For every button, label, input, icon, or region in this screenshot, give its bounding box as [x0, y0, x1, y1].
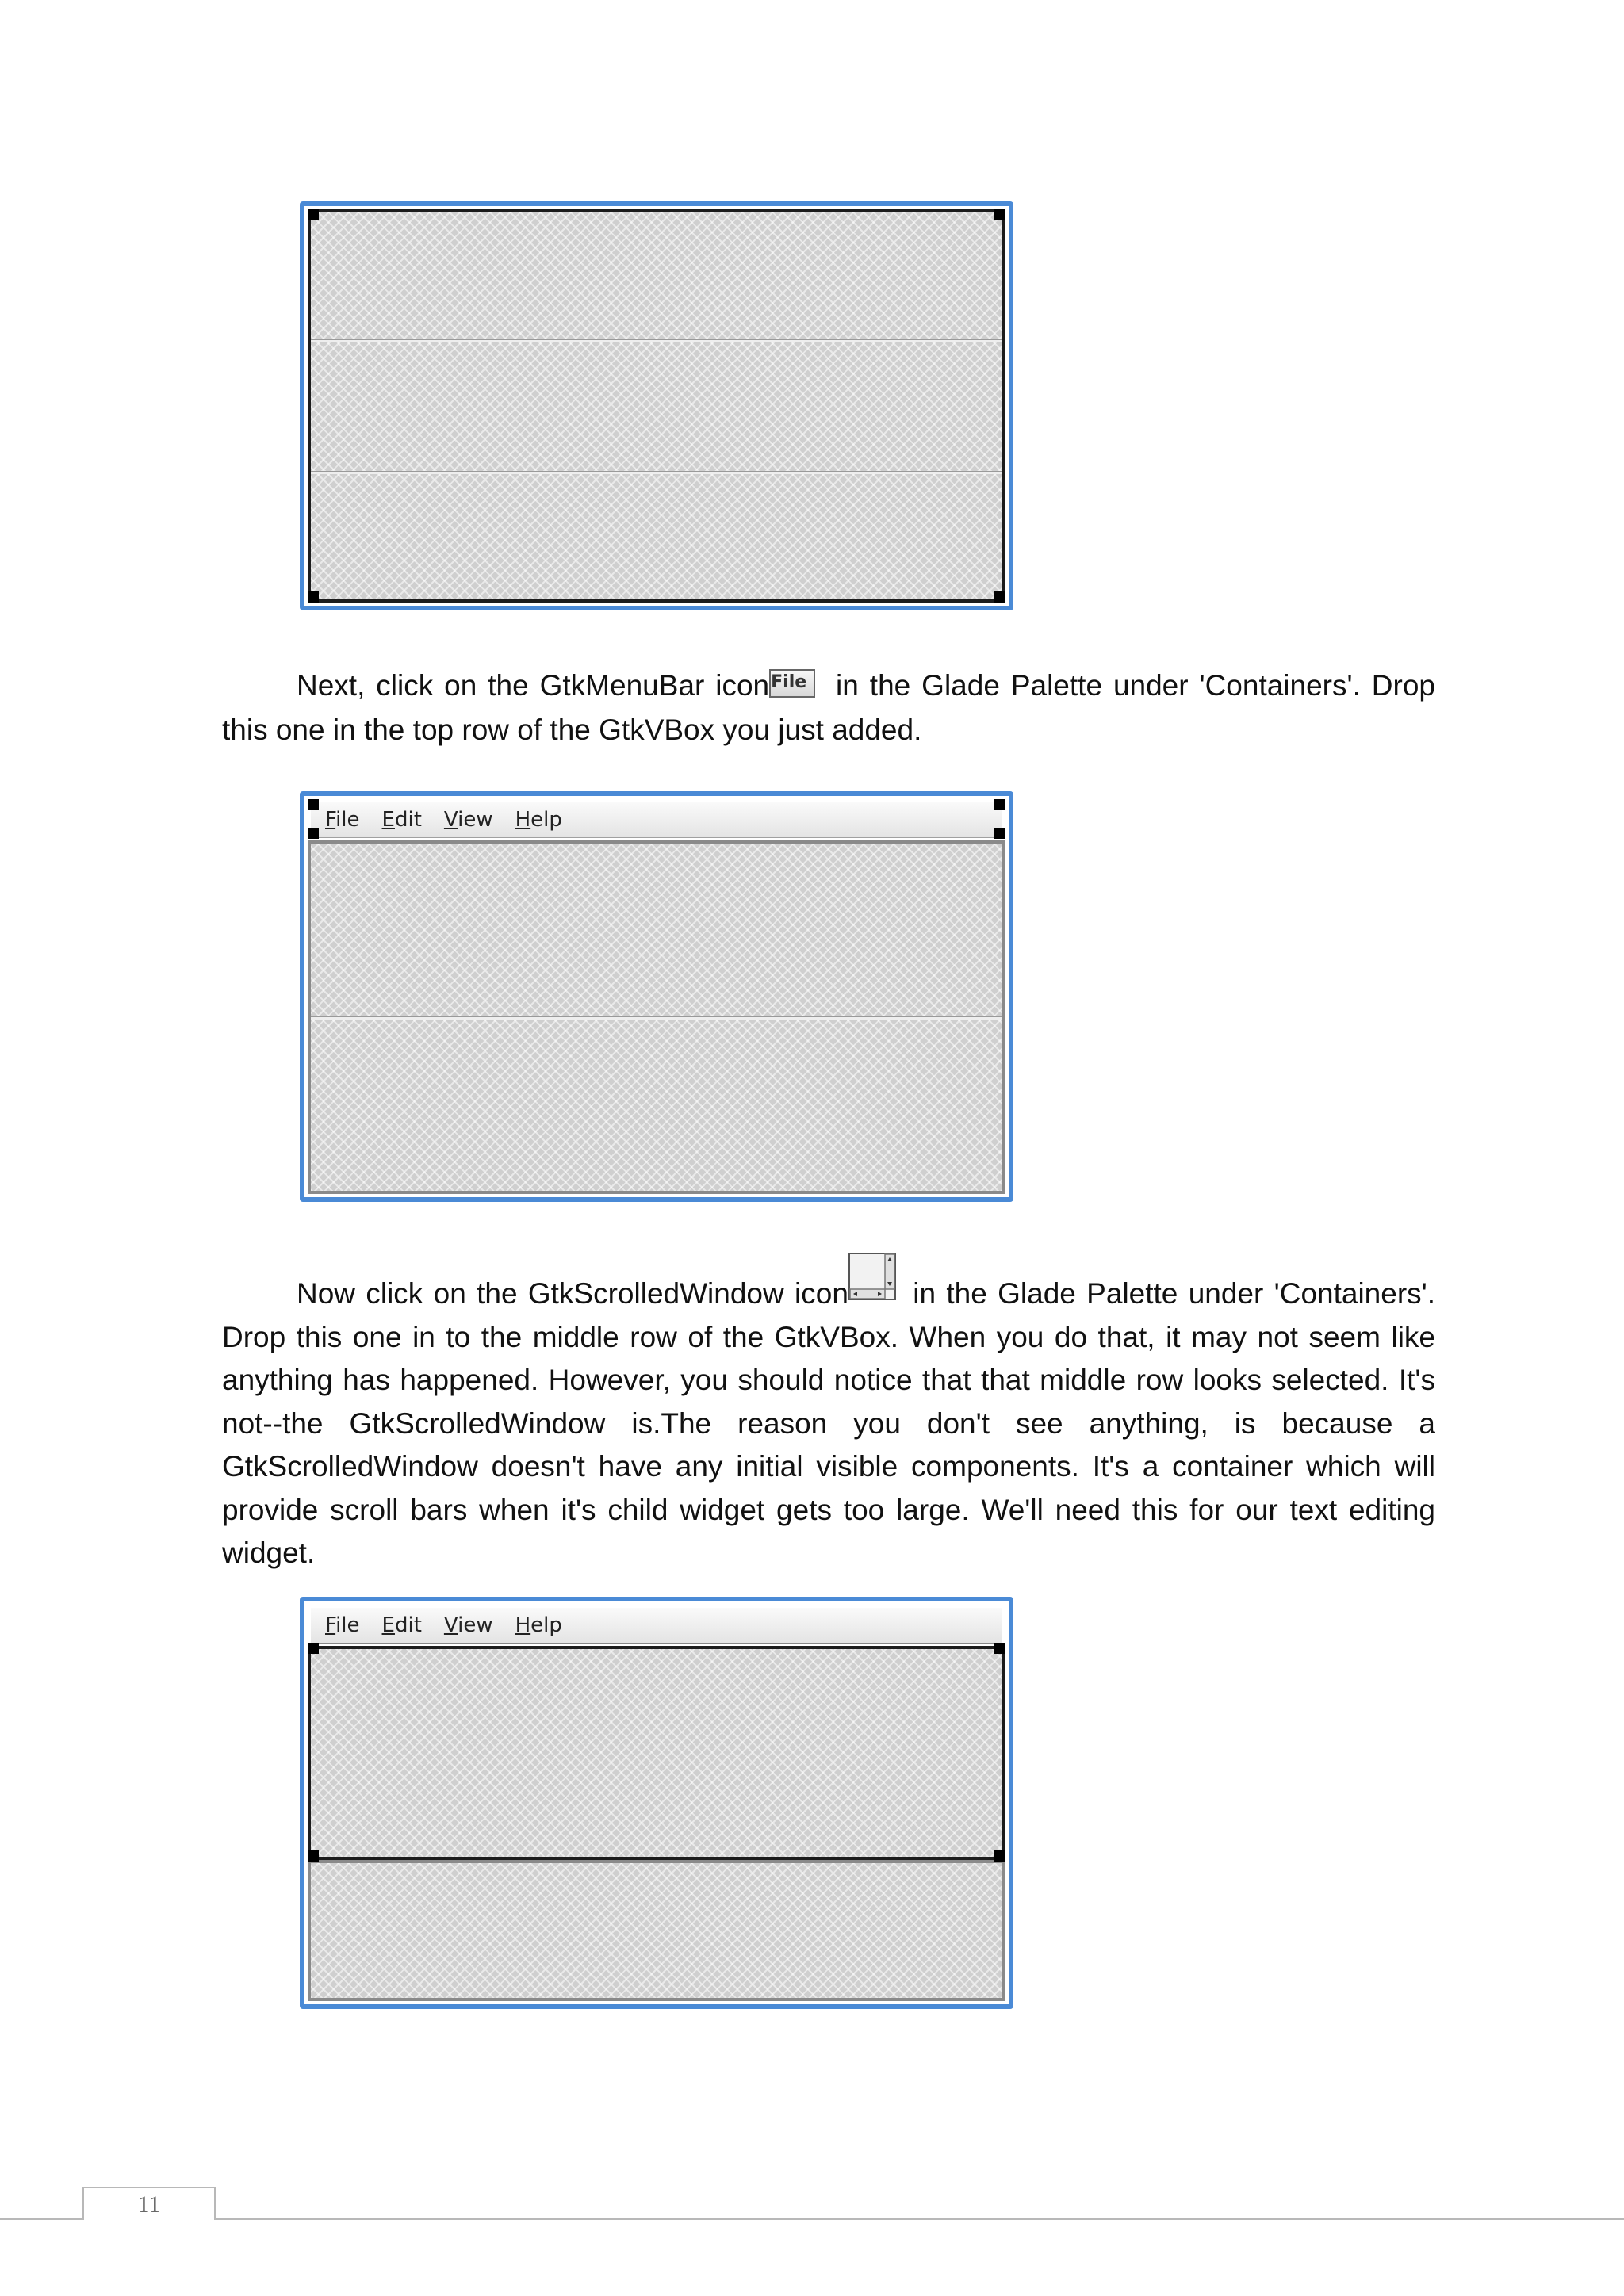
paragraph-text: Now click on the GtkScrolledWindow icon [297, 1277, 848, 1310]
row-divider [311, 339, 1002, 342]
figure-vbox-with-scrolled-window [300, 1597, 1013, 2009]
paragraph-text: in the Glade Palette under 'Containers'. Drop this one in to the middle row of the GtkVBox. When you do that, it may not seem like anything has happened. However, you should notice that that middle row looks selected. It's not--the GtkScrolledWindow is.The reason you don't see anything, is because a GtkScrolledWindow doesn't have any initial visible components. It's a container which will provide scroll bars when it's child widget gets too large. We'll need this for our text editing widget. [222, 1277, 1436, 1569]
menu-file[interactable]: File [325, 808, 360, 832]
vbox-placeholder [308, 1860, 1005, 2001]
vbox-placeholder [308, 840, 1005, 1194]
vbox-placeholder [308, 209, 1005, 603]
menu-view[interactable]: View [443, 808, 493, 832]
footer-rule [0, 2218, 1624, 2220]
menubar-icon: File [769, 669, 815, 698]
selection-handle [994, 1643, 1005, 1654]
selection-handle [994, 1850, 1005, 1862]
menubar [311, 1608, 1002, 1644]
menu-help[interactable]: Help [515, 808, 562, 832]
figure-empty-vbox [300, 201, 1013, 610]
figure-vbox-with-menubar [300, 791, 1013, 1202]
page-number: 11 [82, 2187, 216, 2220]
paragraph-scrolled-window [222, 1259, 1435, 1575]
selection-handle [308, 1643, 319, 1654]
menubar [311, 802, 1002, 838]
selection-handle [308, 1850, 319, 1862]
selection-handle [994, 591, 1005, 603]
selection-handle [308, 828, 319, 839]
selection-handle [994, 799, 1005, 810]
selection-handle [308, 799, 319, 810]
menu-edit[interactable]: Edit [381, 1613, 422, 1637]
selection-handle [994, 828, 1005, 839]
selection-handle [994, 209, 1005, 220]
paragraph-text: Next, click on the GtkMenuBar icon [297, 669, 770, 702]
menu-edit[interactable]: Edit [381, 808, 422, 832]
menu-file[interactable]: File [325, 1613, 360, 1637]
selection-handle [308, 209, 319, 220]
selection-handle [308, 591, 319, 603]
scrolled-window-icon [848, 1253, 896, 1300]
paragraph-menubar [222, 664, 1435, 752]
row-divider [311, 471, 1002, 474]
menu-view[interactable]: View [443, 1613, 493, 1637]
row-divider [311, 1016, 1002, 1020]
menu-help[interactable]: Help [515, 1613, 562, 1637]
paragraph-text: in the Glade Palette under 'Containers'. Drop this one in the top row of the GtkVBox you just added. [222, 669, 1435, 746]
scrolled-window-placeholder [308, 1646, 1005, 1860]
